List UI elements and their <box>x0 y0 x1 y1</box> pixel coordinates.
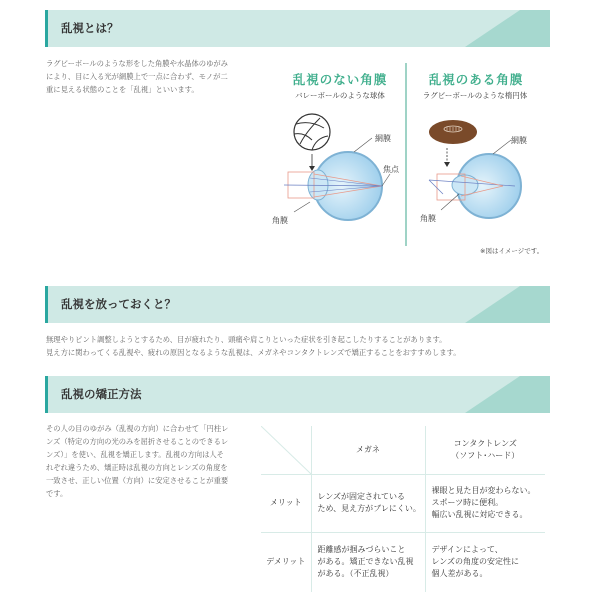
diagonal-line <box>261 426 311 474</box>
volleyball-icon <box>294 114 330 150</box>
header-label: （ソフト･ハード） <box>451 450 520 460</box>
cell-line: がある。（不正乱視） <box>317 569 394 579</box>
cell-glasses <box>311 474 425 532</box>
header-decoration-fill <box>520 286 550 323</box>
cell-line: 距離感が掴みづらいこと <box>317 545 406 555</box>
body-line: 重に見える状態のことを「乱視」といいます。 <box>46 85 199 94</box>
label-cornea-right: 角膜 <box>420 214 436 223</box>
section-header-what-is-astigmatism <box>45 10 550 47</box>
label-retina-left: 網膜 <box>375 134 391 143</box>
body-line: れぞれ違うため、矯正時は乱視の方向とレンズの角度を <box>46 463 228 472</box>
section-title: 乱視を放っておくと？ <box>61 297 176 311</box>
figure-divider <box>405 63 407 246</box>
header-label: コンタクトレンズ <box>453 438 517 448</box>
body-line: です。 <box>46 489 68 498</box>
body-line: ラグビーボールのような形をした角膜や水晶体のゆがみ <box>46 59 228 68</box>
section-header-correction-method <box>45 376 550 413</box>
cell-glasses <box>311 532 425 592</box>
table-row <box>261 474 545 532</box>
cell-line: がある。矯正できない乱視 <box>317 557 414 567</box>
figure-right-subtitle: ラグビーボールのような楕円体 <box>422 91 528 100</box>
cell-line: レンズが固定されている <box>317 492 406 501</box>
figure-left-title: 乱視のない角膜 <box>292 72 388 87</box>
body-line: ンズ（特定の方向の光のみを屈折させることのできるレ <box>46 437 229 446</box>
body-line: 無理やりピント調整しようとするため、目が疲れたり、頭痛や肩こりといった症状を引き起こしたりすることがあります。 <box>46 335 447 344</box>
body-line: 一致させ、正しい位置（方向）に安定させることが重要 <box>46 476 229 485</box>
section-header-leaving-astigmatism <box>45 286 550 323</box>
body-line: ンズ）」を使い、乱視を矯正します。乱視の方向は人そ <box>46 450 224 459</box>
cell-line: デザインによって、 <box>431 545 503 555</box>
cell-line: 個人差がある。 <box>431 569 488 579</box>
cell-line: ため、見え方がブレにくい。 <box>317 504 421 513</box>
table-header-contacts <box>425 426 545 474</box>
table-header-glasses <box>311 426 425 474</box>
section-title: 乱視の矯正方法 <box>61 387 142 401</box>
cell-line: 裸眼と見た目が変わらない。 <box>431 486 536 495</box>
section-body-leaving-astigmatism <box>46 333 566 359</box>
header-decoration <box>465 376 520 413</box>
body-line: により、目に入る光が網膜上で一点に合わず、モノが二 <box>46 72 228 81</box>
body-line: その人の目のゆがみ（乱視の方向）に合わせて「円柱レ <box>46 424 229 433</box>
table-row <box>261 532 545 592</box>
header-decoration <box>465 286 520 323</box>
section-body-correction-method <box>46 422 256 500</box>
section-body-what-is-astigmatism <box>46 57 256 96</box>
body-line: 見え方に関わってくる乱視や、疲れの原因となるような乱視は、メガネやコンタクトレンズで矯正することをおすすめします。 <box>46 348 461 357</box>
header-label: メガネ <box>356 444 380 454</box>
figure-note: ※図はイメージです。 <box>480 247 544 255</box>
cell-contacts <box>425 532 545 592</box>
cell-line: 幅広い乱視に対応できる。 <box>431 510 528 519</box>
figure-right-title: 乱視のある角膜 <box>428 72 524 87</box>
comparison-table <box>261 426 545 592</box>
cell-contacts <box>425 474 545 532</box>
table-corner-cell <box>261 426 311 474</box>
cell-line: スポーツ時に便利。 <box>431 498 504 507</box>
header-decoration-fill <box>520 376 550 413</box>
section-title: 乱視とは？ <box>61 21 119 35</box>
header-decoration-fill <box>520 10 550 47</box>
row-label: デメリット <box>261 532 311 592</box>
label-retina-right: 網膜 <box>511 136 527 145</box>
cell-line: レンズの角度の安定性に <box>431 557 520 567</box>
label-cornea-left: 角膜 <box>272 216 288 225</box>
header-decoration <box>465 10 520 47</box>
label-focus-left: 焦点 <box>383 165 399 174</box>
table-header-row <box>261 426 545 474</box>
row-label: メリット <box>261 474 311 532</box>
rugby-ball-icon <box>429 120 477 144</box>
figure-left-subtitle: バレーボールのような球体 <box>295 91 385 100</box>
